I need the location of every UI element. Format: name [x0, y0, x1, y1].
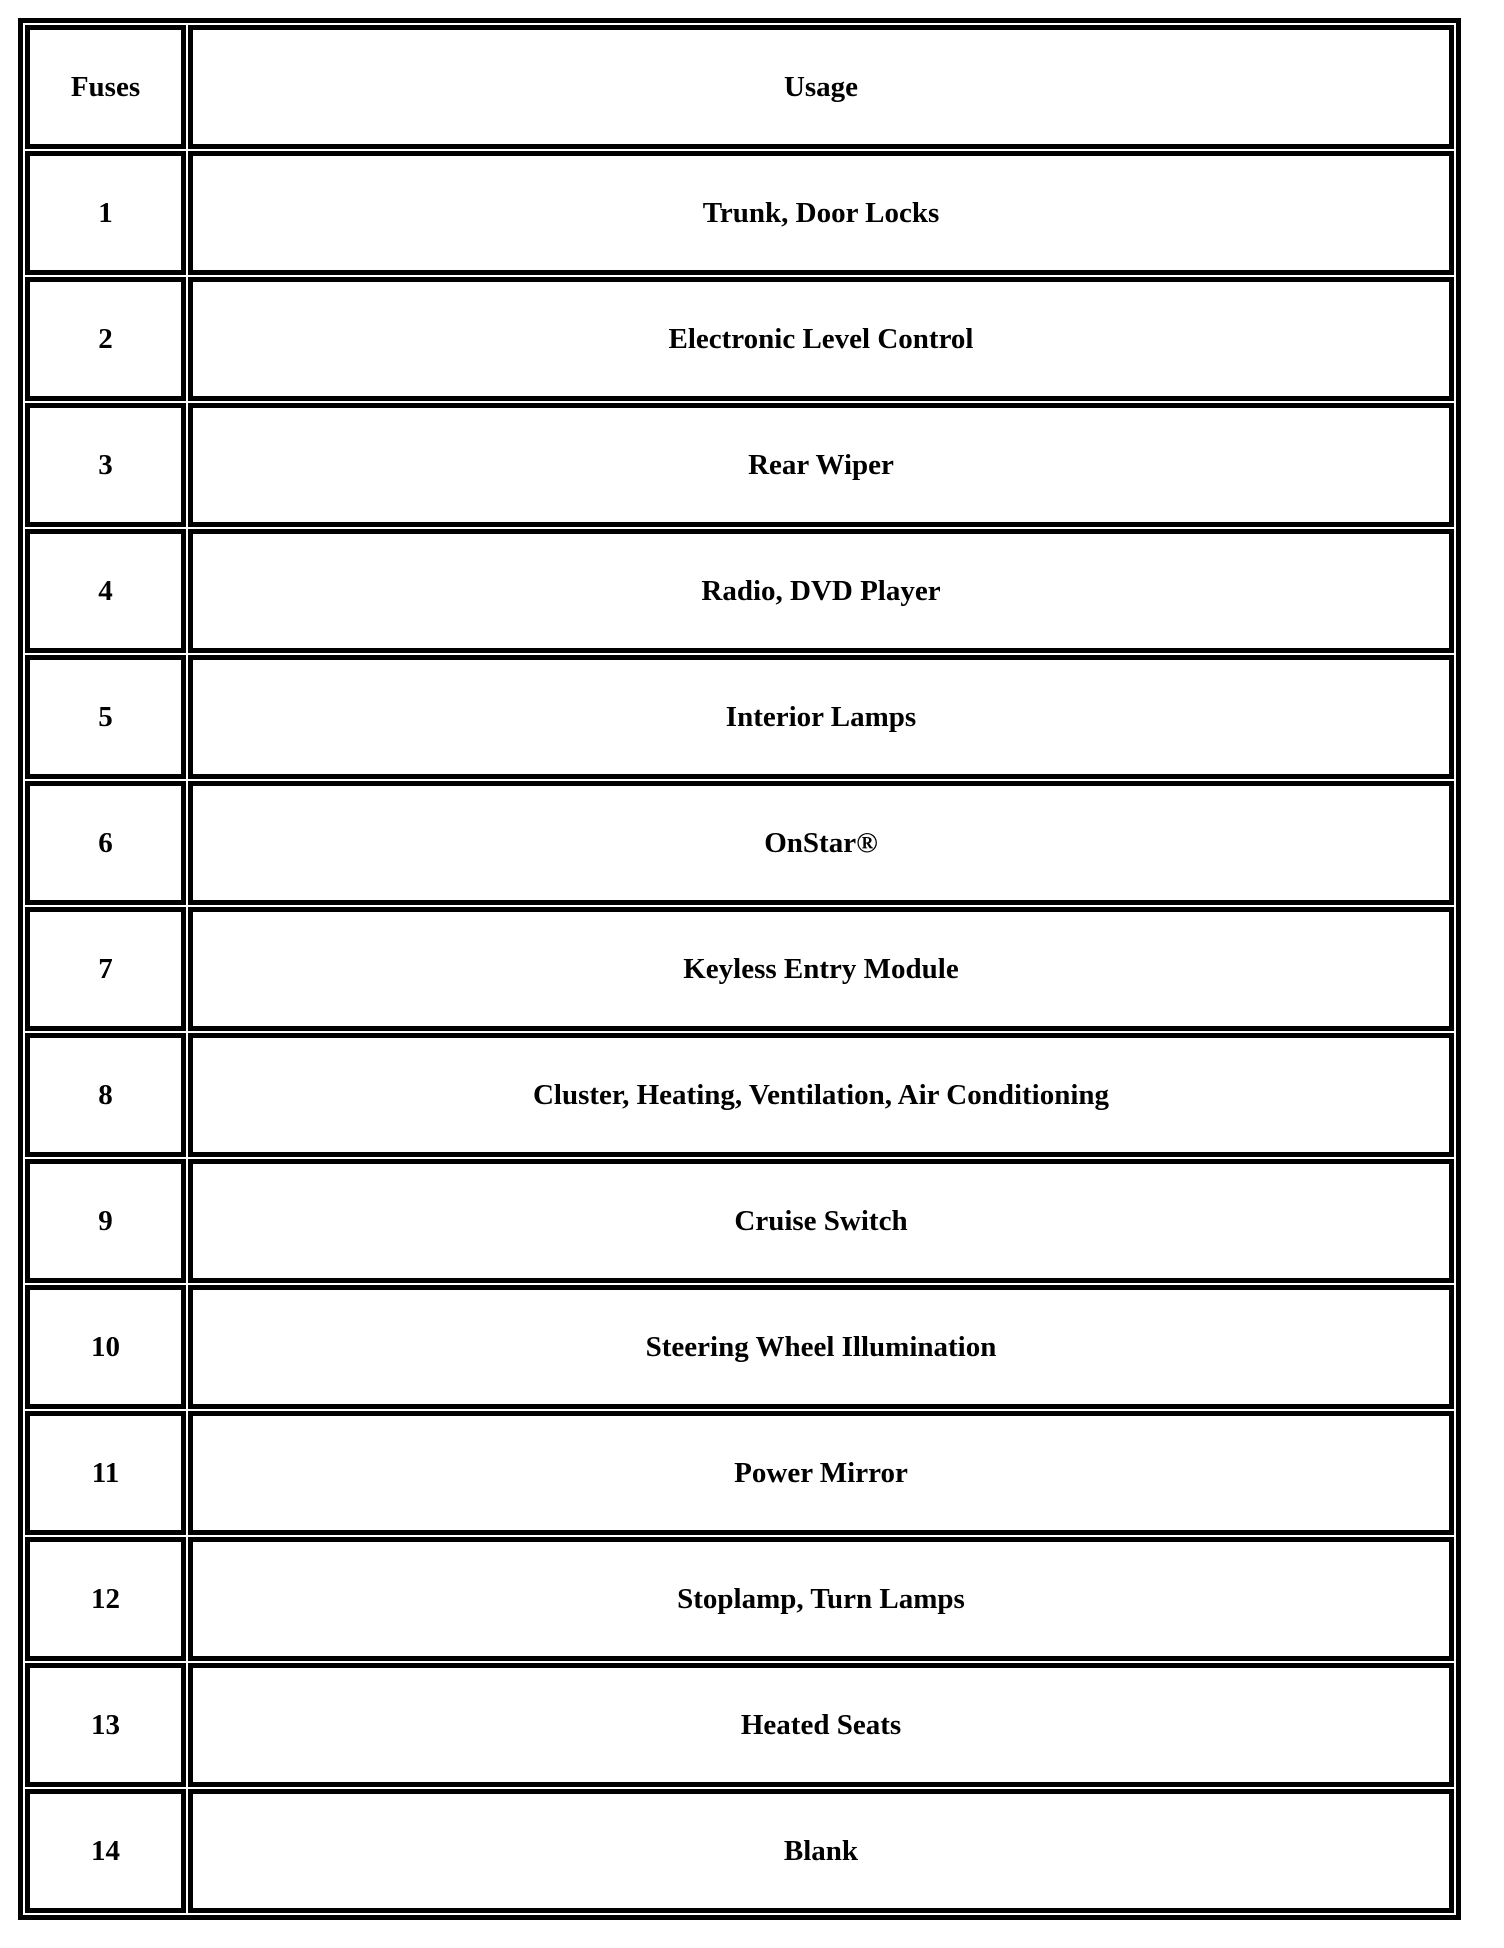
header-fuses: Fuses	[25, 25, 186, 149]
fuse-usage-cell: Keyless Entry Module	[188, 907, 1454, 1031]
header-usage: Usage	[188, 25, 1454, 149]
table-row	[25, 1663, 1454, 1787]
table-row	[25, 1159, 1454, 1283]
fuse-usage-cell: Trunk, Door Locks	[188, 151, 1454, 275]
table-row	[25, 655, 1454, 779]
fuse-number-cell: 4	[25, 529, 186, 653]
table-row	[25, 1537, 1454, 1661]
table-row	[25, 1033, 1454, 1157]
fuse-usage-cell: Rear Wiper	[188, 403, 1454, 527]
table-row	[25, 151, 1454, 275]
fuse-number-cell: 6	[25, 781, 186, 905]
fuse-number-cell: 1	[25, 151, 186, 275]
table-row	[25, 529, 1454, 653]
table-row	[25, 277, 1454, 401]
fuse-number-cell: 13	[25, 1663, 186, 1787]
fuse-number-cell: 5	[25, 655, 186, 779]
fuse-number-cell: 11	[25, 1411, 186, 1535]
table-header-row	[25, 25, 1454, 149]
fuse-usage-cell: Blank	[188, 1789, 1454, 1913]
fuse-number-cell: 14	[25, 1789, 186, 1913]
table-row	[25, 781, 1454, 905]
fuse-number-cell: 8	[25, 1033, 186, 1157]
table-row	[25, 1411, 1454, 1535]
table-row	[25, 403, 1454, 527]
table-row	[25, 1789, 1454, 1913]
fuse-usage-cell: Radio, DVD Player	[188, 529, 1454, 653]
fuse-number-cell: 2	[25, 277, 186, 401]
fuse-usage-cell: Steering Wheel Illumination	[188, 1285, 1454, 1409]
fuse-usage-cell: Heated Seats	[188, 1663, 1454, 1787]
fuse-number-cell: 3	[25, 403, 186, 527]
table-row	[25, 907, 1454, 1031]
fuse-usage-cell: Cruise Switch	[188, 1159, 1454, 1283]
fuse-usage-cell: Cluster, Heating, Ventilation, Air Conditioning	[188, 1033, 1454, 1157]
table-row	[25, 1285, 1454, 1409]
fuse-usage-cell: Stoplamp, Turn Lamps	[188, 1537, 1454, 1661]
fuse-usage-cell: Electronic Level Control	[188, 277, 1454, 401]
fuse-number-cell: 12	[25, 1537, 186, 1661]
fuse-usage-cell: OnStar®	[188, 781, 1454, 905]
fuse-usage-table	[18, 18, 1461, 1920]
fuse-number-cell: 10	[25, 1285, 186, 1409]
fuse-number-cell: 9	[25, 1159, 186, 1283]
fuse-usage-cell: Power Mirror	[188, 1411, 1454, 1535]
fuse-number-cell: 7	[25, 907, 186, 1031]
fuse-usage-cell: Interior Lamps	[188, 655, 1454, 779]
